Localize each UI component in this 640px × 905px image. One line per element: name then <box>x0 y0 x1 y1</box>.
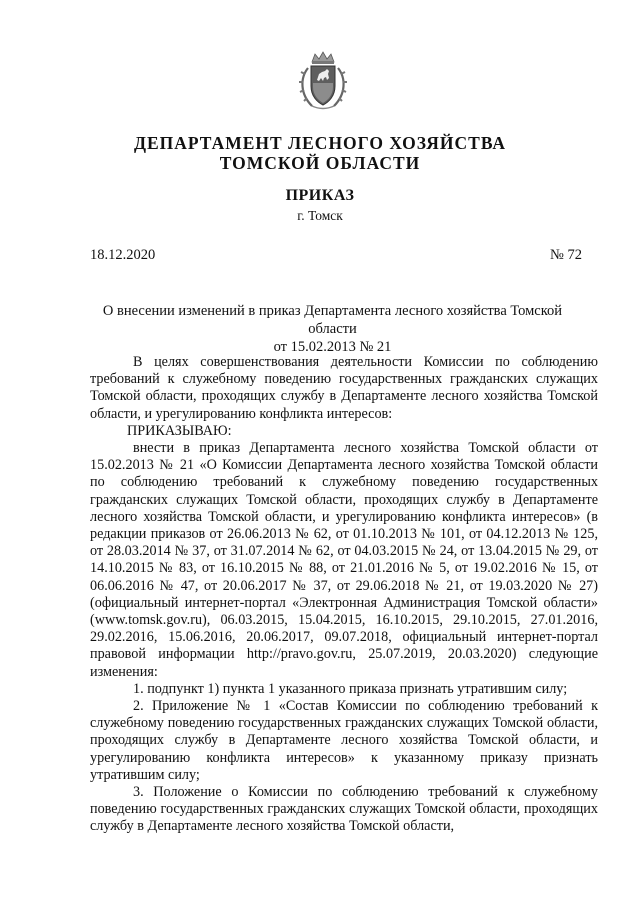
subject-line1: О внесении изменений в приказ Департамента лесного хозяйства Томской области <box>102 303 563 337</box>
main-paragraph: внести в приказ Департамента лесного хозяйства Томской области от 15.02.2013 № 21 «О Комиссии Департамента лесного хозяйства Томской области по соблюдению требований к служебному поведению государственных гражданских служащих Томской области, проходящих службу в Департаменте лесного хозяйства Томской области, и урегулированию конфликта интересов» (в редакции приказов от 26.06.2013 № 62, от 01.10.2013 № 101, от 04.12.2013 № 125, от 28.03.2014 № 37, от 31.07.2014 № 62, от 04.03.2015 № 24, от 13.04.2015 № 29, от 14.10.2015 № 83, от 16.10.2015 № 88, от 21.01.2016 № 5, от 19.02.2016 № 15, от 06.06.2016 № 47, от 20.06.2017 № 37, от 29.06.2018 № 21, от 19.03.2020 № 27) (официальный интернет-портал «Электронная Администрация Томской области» (www.tomsk.gov.ru), 06.03.2015, 15.04.2015, 16.10.2015, 29.10.2015, 27.01.2016, 29.02.2016, 15.06.2016, 20.06.2017, 09.07.2018, официальный интернет-портал правовой информации http://pravo.gov.ru, 25.07.2019, 20.03.2020) следующие изменения: <box>90 440 598 680</box>
item-1-paragraph: 1. подпункт 1) пункта 1 указанного приказа признать утратившим силу; <box>133 680 568 697</box>
document-subject <box>80 302 585 356</box>
document-number: № 72 <box>550 247 582 263</box>
document-body <box>90 354 598 836</box>
organization-name-line1: ДЕПАРТАМЕНТ ЛЕСНОГО ХОЗЯЙСТВА <box>133 133 507 153</box>
document-date: 18.12.2020 <box>90 247 156 263</box>
document-city: г. Томск <box>297 208 343 223</box>
item-3-paragraph: 3. Положение о Комиссии по соблюдению требований к служебному поведению государственных гражданских служащих Томской области, проходящих службу в Департаменте лесного хозяйства Томской области, <box>90 784 598 835</box>
preamble-paragraph: В целях совершенствования деятельности Комиссии по соблюдению требований к служебному поведению государственных гражданских служащих Томской области, проходящих службу в Департаменте лесного хозяйства Томской области, и урегулированию конфликта интересов: <box>90 354 598 422</box>
subject-line2: от 15.02.2013 № 21 <box>273 339 392 355</box>
document-type: ПРИКАЗ <box>285 187 355 204</box>
organization-name-line2: ТОМСКОЙ ОБЛАСТИ <box>219 153 421 173</box>
item-2-paragraph: 2. Приложение № 1 «Состав Комиссии по соблюдению требований к служебному поведению государственных гражданских служащих Томской области, проходящих службу в Департаменте лесного хозяйства Томской области, и урегулированию конфликта интересов» к указанному приказу признать утратившим силу; <box>90 698 598 783</box>
tomsk-coat-of-arms-icon <box>298 50 348 112</box>
order-keyword: ПРИКАЗЫВАЮ: <box>127 422 232 439</box>
